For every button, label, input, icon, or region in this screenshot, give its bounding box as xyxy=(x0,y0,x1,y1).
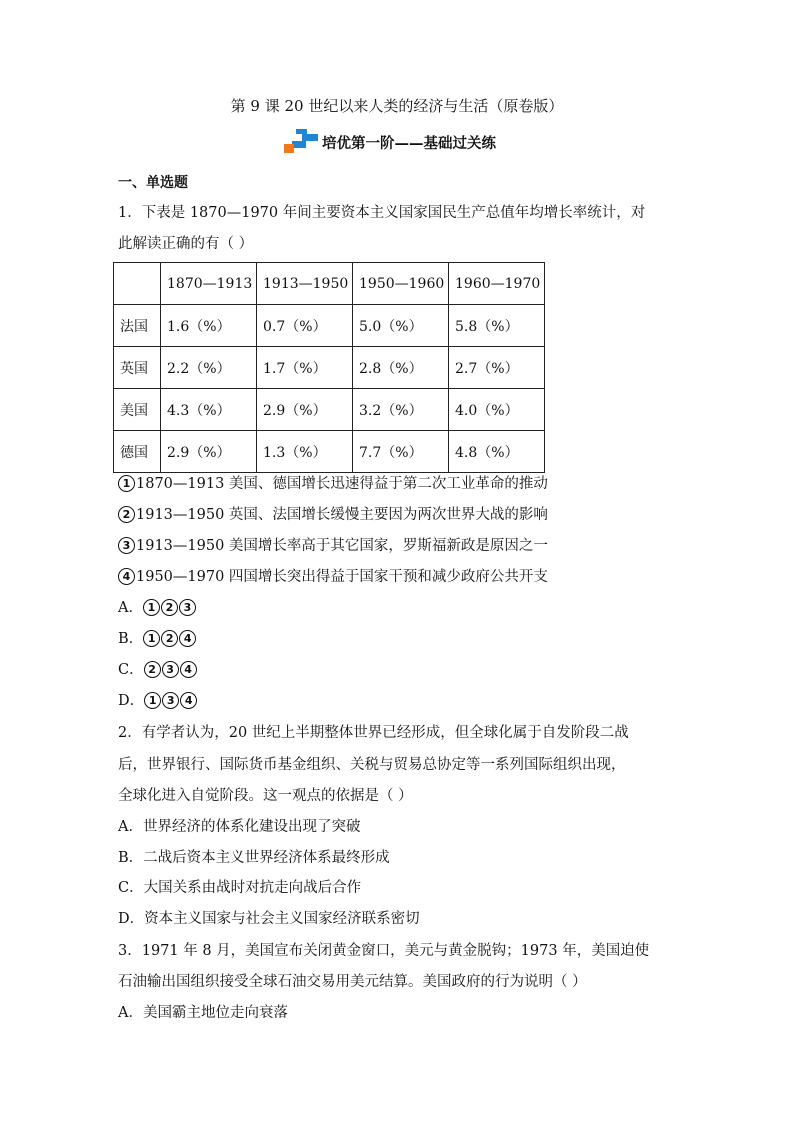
circled-number-icon: 3 xyxy=(118,537,135,554)
q1-statement-3 xyxy=(118,535,548,557)
q1-option-d[interactable] xyxy=(118,690,198,712)
circled-number-icon: 4 xyxy=(180,692,197,709)
q2-option-a[interactable]: A．世界经济的体系化建设出现了突破 xyxy=(118,819,361,835)
table-cell: 4.3（%） xyxy=(161,389,257,431)
circled-number-icon: 4 xyxy=(179,630,196,647)
circled-number-icon: 2 xyxy=(161,599,178,616)
table-cell: 1.6（%） xyxy=(161,305,257,347)
circled-number-icon: 2 xyxy=(144,661,161,678)
table-cell: 3.2（%） xyxy=(353,389,449,431)
q1-option-b[interactable] xyxy=(118,628,197,650)
statement-text: 1913—1950 英国、法国增长缓慢主要因为两次世界大战的影响 xyxy=(136,507,548,523)
table-row xyxy=(114,347,545,389)
table-header-row xyxy=(114,263,545,305)
circled-number-icon: 1 xyxy=(144,692,161,709)
q2-stem-line3: 全球化进入自觉阶段。这一观点的依据是（ ） xyxy=(118,788,413,804)
q2-stem-line1: 2．有学者认为，20 世纪上半期整体世界已经形成，但全球化属于自发阶段二战 xyxy=(118,725,629,741)
circled-number-icon: 3 xyxy=(162,661,179,678)
q1-statement-2 xyxy=(118,504,548,526)
q1-stem-line2: 此解读正确的有（ ） xyxy=(118,236,254,252)
q2-stem-line2: 后，世界银行、国际货币基金组织、关税与贸易总协定等一系列国际组织出现， xyxy=(118,757,626,773)
statement-text: 1950—1970 四国增长突出得益于国家干预和减少政府公共开支 xyxy=(136,569,548,585)
page-title: 第 9 课 20 世纪以来人类的经济与生活（原卷版） xyxy=(230,97,564,115)
circled-number-icon: 1 xyxy=(118,475,135,492)
section-banner xyxy=(284,129,496,155)
option-label: D． xyxy=(118,693,145,709)
table-row xyxy=(114,389,545,431)
q1-statement-4 xyxy=(118,566,548,588)
q3-stem-line2: 石油输出国组织接受全球石油交易用美元结算。美国政府的行为说明（ ） xyxy=(118,974,587,990)
table-row xyxy=(114,305,545,347)
q1-stem-line1: 1．下表是 1870—1970 年间主要资本主义国家国民生产总值年均增长率统计，对 xyxy=(118,205,646,221)
circled-number-icon: 3 xyxy=(162,692,179,709)
circled-number-icon: 2 xyxy=(118,506,135,523)
table-header-cell: 1960—1970 xyxy=(449,263,545,305)
circled-number-icon: 4 xyxy=(118,568,135,585)
q1-statement-1 xyxy=(118,473,548,495)
table-cell: 4.8（%） xyxy=(449,431,545,473)
table-cell: 0.7（%） xyxy=(257,305,353,347)
table-header-cell: 1870—1913 xyxy=(161,263,257,305)
growth-rate-table xyxy=(113,262,545,473)
circled-number-icon: 2 xyxy=(161,630,178,647)
statement-text: 1870—1913 美国、德国增长迅速得益于第二次工业革命的推动 xyxy=(136,476,548,492)
table-cell: 4.0（%） xyxy=(449,389,545,431)
q3-stem-line1: 3．1971 年 8 月，美国宣布关闭黄金窗口，美元与黄金脱钩；1973 年，美国迫使 xyxy=(118,943,650,959)
table-cell: 2.7（%） xyxy=(449,347,545,389)
section-heading: 一、单选题 xyxy=(118,175,188,191)
table-header-cell xyxy=(114,263,161,305)
table-cell: 2.9（%） xyxy=(257,389,353,431)
q2-option-c[interactable]: C．大国关系由战时对抗走向战后合作 xyxy=(118,880,362,896)
q2-option-b[interactable]: B．二战后资本主义世界经济体系最终形成 xyxy=(118,850,390,866)
circled-number-icon: 4 xyxy=(180,661,197,678)
banner-text: 培优第一阶——基础过关练 xyxy=(322,135,496,152)
table-header-cell: 1950—1960 xyxy=(353,263,449,305)
table-cell: 1.3（%） xyxy=(257,431,353,473)
table-cell: 美国 xyxy=(114,389,161,431)
table-cell: 1.7（%） xyxy=(257,347,353,389)
q1-option-a[interactable] xyxy=(118,597,197,619)
circled-number-icon: 1 xyxy=(143,630,160,647)
option-label: A． xyxy=(118,600,143,616)
table-cell: 7.7（%） xyxy=(353,431,449,473)
table-cell: 2.2（%） xyxy=(161,347,257,389)
statement-text: 1913—1950 美国增长率高于其它国家，罗斯福新政是原因之一 xyxy=(136,538,548,554)
option-label: B． xyxy=(118,631,144,647)
option-label: C． xyxy=(118,662,144,678)
table-cell: 德国 xyxy=(114,431,161,473)
q1-option-c[interactable] xyxy=(118,659,198,681)
table-cell: 5.8（%） xyxy=(449,305,545,347)
table-cell: 英国 xyxy=(114,347,161,389)
table-row xyxy=(114,431,545,473)
table-header-cell: 1913—1950 xyxy=(257,263,353,305)
circled-number-icon: 3 xyxy=(179,599,196,616)
q2-option-d[interactable]: D．资本主义国家与社会主义国家经济联系密切 xyxy=(118,911,420,927)
table-cell: 2.8（%） xyxy=(353,347,449,389)
circled-number-icon: 1 xyxy=(143,599,160,616)
q3-option-a[interactable]: A．美国霸主地位走向衰落 xyxy=(118,1005,288,1021)
table-cell: 法国 xyxy=(114,305,161,347)
table-cell: 5.0（%） xyxy=(353,305,449,347)
blocks-logo-icon xyxy=(284,129,320,155)
table-cell: 2.9（%） xyxy=(161,431,257,473)
